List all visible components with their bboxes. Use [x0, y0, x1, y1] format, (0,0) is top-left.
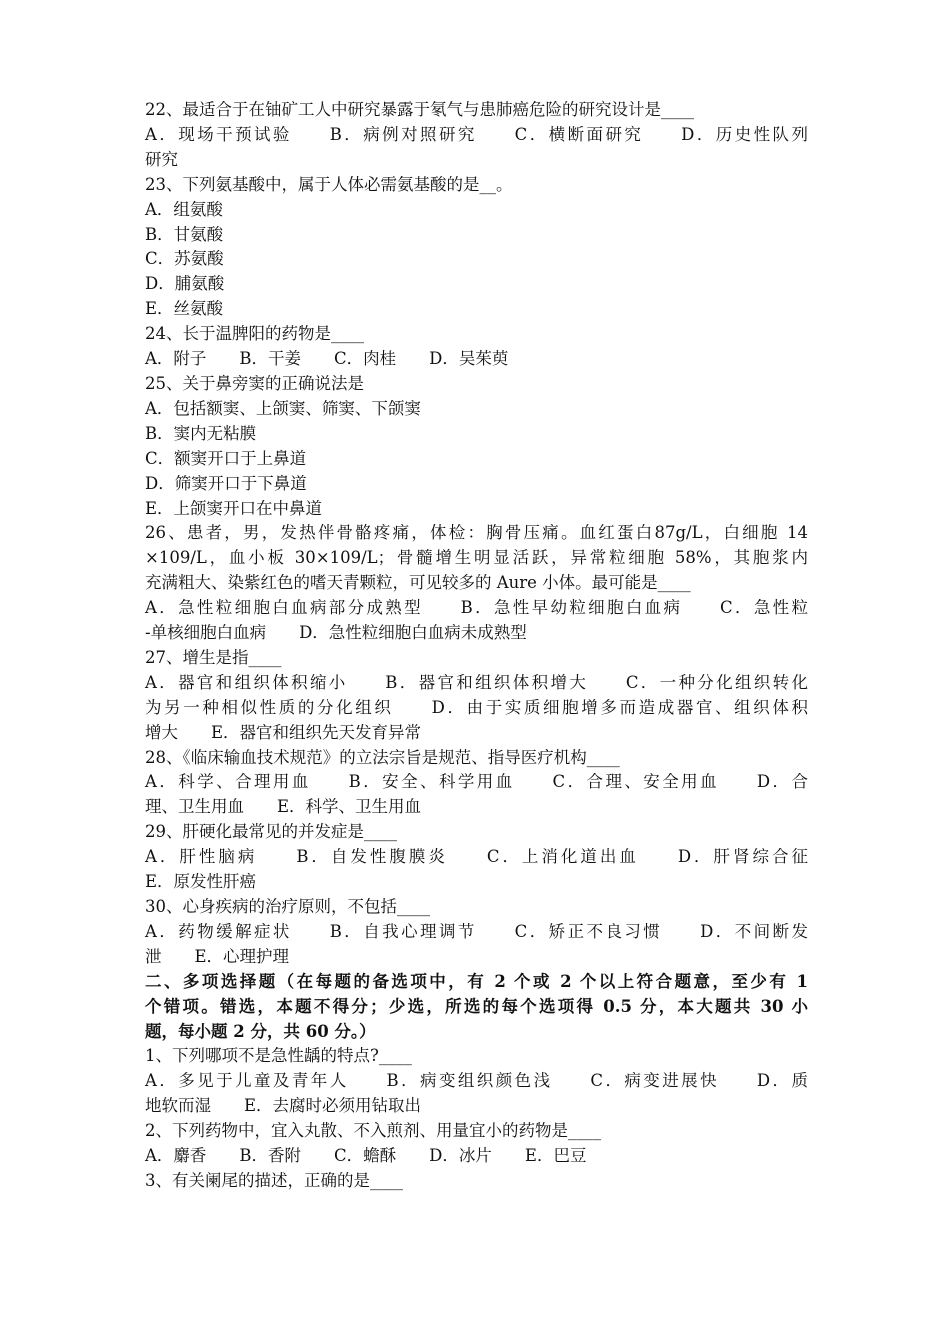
text-line: 泄 E．心理护理 — [145, 946, 290, 966]
text-line: A．现场干预试验 B．病例对照研究 C．横断面研究 D．历史性队列 — [145, 124, 808, 144]
text-line: 28、《临床输血技术规范》的立法宗旨是规范、指导医疗机构____ — [145, 747, 620, 767]
text-line: C．额窦开口于上鼻道 — [145, 448, 307, 468]
text-line: E．上颌窦开口在中鼻道 — [145, 498, 323, 518]
text-line: 2、下列药物中，宜入丸散、不入煎剂、用量宜小的药物是____ — [145, 1121, 601, 1141]
text-line: A．组氨酸 — [145, 199, 223, 219]
text-line: 为另一种相似性质的分化组织 D．由于实质细胞增多而造成器官、组织体积 — [145, 697, 808, 717]
text-line: D．筛窦开口于下鼻道 — [145, 473, 307, 493]
text-line: E．原发性肝癌 — [145, 872, 257, 892]
text-line: 26、患者，男，发热伴骨骼疼痛，体检：胸骨压痛。血红蛋白87g/L，白细胞 14 — [145, 523, 808, 543]
text-line: 个错项。错选，本题不得分；少选，所选的每个选项得 0.5 分，本大题共 30 小 — [145, 996, 808, 1016]
text-line: A．科学、合理用血 B．安全、科学用血 C．合理、安全用血 D．合 — [145, 772, 808, 792]
text-line: 29、肝硬化最常见的并发症是____ — [145, 822, 397, 842]
text-line: 22、最适合于在铀矿工人中研究暴露于氡气与患肺癌危险的研究设计是____ — [145, 100, 694, 119]
text-line: -单核细胞白血病 D．急性粒细胞白血病未成熟型 — [145, 623, 527, 643]
text-line: 30、心身疾病的治疗原则，不包括____ — [145, 897, 430, 916]
text-line: 23、下列氨基酸中，属于人体必需氨基酸的是__。 — [145, 174, 513, 194]
text-line: B．甘氨酸 — [145, 224, 224, 244]
text-line: 地软而湿 E．去腐时必须用钻取出 — [145, 1096, 422, 1116]
text-line: 1、下列哪项不是急性龋的特点?____ — [145, 1046, 412, 1066]
document-page — [145, 98, 808, 1194]
text-line: A．多见于儿童及青年人 B．病变组织颜色浅 C．病变进展快 D．质 — [145, 1071, 808, 1091]
text-line: A．麝香 B．香附 C．蟾酥 D．冰片 E．巴豆 — [145, 1146, 587, 1166]
text-line: E．丝氨酸 — [145, 299, 224, 319]
text-line: C．苏氨酸 — [145, 249, 224, 269]
text-line: 24、长于温脾阳的药物是____ — [145, 324, 364, 344]
text-line: 二、多项选择题（在每题的备选项中，有 2 个或 2 个以上符合题意，至少有 1 — [145, 971, 808, 991]
text-line: ×109/L，血小板 30×109/L；骨髓增生明显活跃，异常粒细胞 58%，其胞浆内 — [145, 548, 808, 568]
text-line: A．肝性脑病 B．自发性腹膜炎 C．上消化道出血 D．肝肾综合征 — [145, 847, 808, 867]
text-line: D．脯氨酸 — [145, 274, 225, 294]
text-line: 25、关于鼻旁窦的正确说法是 — [145, 373, 364, 393]
text-line: A．急性粒细胞白血病部分成熟型 B．急性早幼粒细胞白血病 C．急性粒 — [145, 598, 808, 618]
text-line: 理、卫生用血 E．科学、卫生用血 — [145, 797, 422, 817]
text-line: 充满粗大、染紫红色的嗜天青颗粒，可见较多的 Aure 小体。最可能是____ — [145, 573, 691, 593]
text-line: A．药物缓解症状 B．自我心理调节 C．矫正不良习惯 D．不间断发 — [145, 921, 808, 941]
text-line: A．包括额窦、上颌窦、筛窦、下颌窦 — [145, 398, 421, 418]
text-line: 3、有关阑尾的描述，正确的是____ — [145, 1170, 403, 1190]
text-line: 27、增生是指____ — [145, 647, 282, 667]
text-line: 增大 E．器官和组织先天发育异常 — [145, 722, 422, 742]
text-line: B．窦内无粘膜 — [145, 423, 257, 443]
text-line: A．器官和组织体积缩小 B．器官和组织体积增大 C．一种分化组织转化 — [145, 672, 808, 692]
text-line: 题，每小题 2 分，共 60 分。） — [145, 1021, 376, 1041]
text-line: A．附子 B．干姜 C．肉桂 D．吴茱萸 — [145, 349, 509, 369]
text-line: 研究 — [145, 149, 178, 169]
